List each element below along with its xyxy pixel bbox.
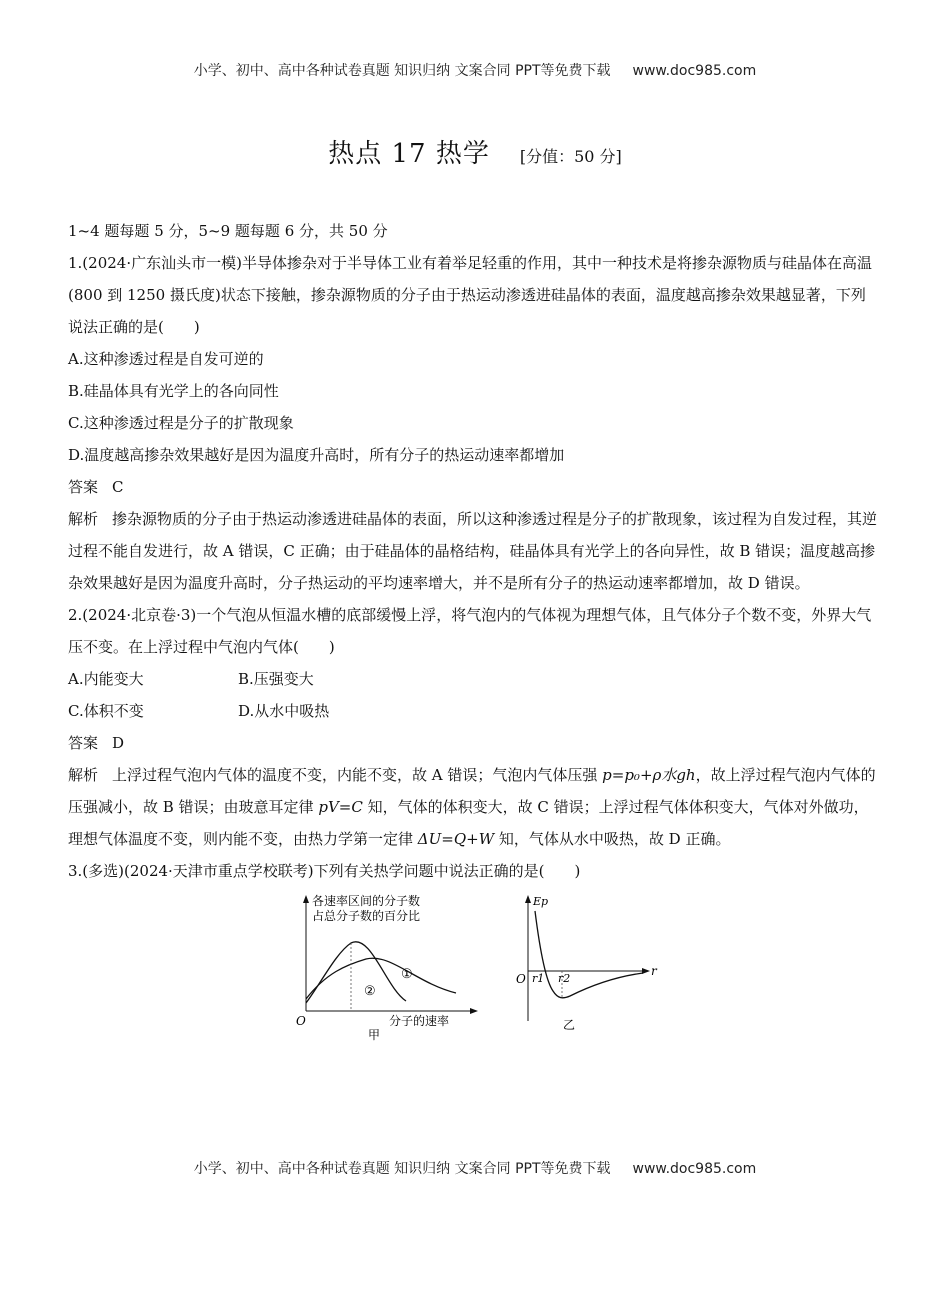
header-url[interactable]: www.doc985.com [632,63,757,79]
jia-caption: 甲 [368,1028,381,1042]
jia-curve-1-label: ① [401,967,413,982]
answer-label: 答案 [68,734,99,752]
q1-answer-value: C [112,478,124,496]
q1-stem: 1.(2024·广东汕头市一模)半导体掺杂对于半导体工业有着举足轻重的作用，其中一种技术是将掺杂源物质与硅晶体在高温(800 到 1250 摄氏度)状态下接触，掺杂源物质的分子由于热运动渗透进硅晶体的表面，温度越高掺杂效果越显著，下列说法正确的是( ) [68,254,872,336]
q2-option-b: B.压强变大 [238,670,314,688]
yi-xlabel: r [651,964,657,978]
title-score: [分值：50 分] [519,147,622,166]
q1-option-c: C.这种渗透过程是分子的扩散现象 [68,414,294,432]
yi-r1: r1 [532,972,545,985]
jia-curve-1 [306,958,456,999]
q2-option-c: C.体积不变 [68,702,144,720]
q2-stem: 2.(2024·北京卷·3)一个气泡从恒温水槽的底部缓慢上浮，将气泡内的气体视为理想气体，且气体分子个数不变，外界大气压不变。在上浮过程中气泡内气体( ) [68,606,872,656]
figure-yi [508,891,668,1036]
q2-analysis-part-2: ，故上浮过程气泡内气体的压强减小，故 B 错误；由玻意耳定律 [68,766,876,816]
q3-stem: 3.(多选)(2024·天津市重点学校联考)下列有关热学问题中说法正确的是( ) [68,862,581,880]
jia-ylabel-1: 各速率区间的分子数 [312,894,421,908]
q1-analysis-text: 掺杂源物质的分子由于热运动渗透进硅晶体的表面，所以这种渗透过程是分子的扩散现象，该过程为自发过程，其逆过程不能自发进行，故 A 错误，C 正确；由于硅晶体的晶格结构，硅晶体具有光学上的各向异性，故 B 错误；温度越高掺杂效果越好是因为温度升高时，分子热运动的平均速率增大，并不是所有分子的热运动速率都增加，故 D 错误。 [68,510,878,592]
q2-formula-first-law: ΔU=Q+W [417,830,495,848]
q2-formula-pressure: p=p₀+ρ水gh [602,766,696,784]
q1-option-d: D.温度越高掺杂效果越好是因为温度升高时，所有分子的热运动速率都增加 [68,446,565,464]
q1-answer [68,471,878,503]
q1-analysis [68,503,878,599]
page-title [0,133,950,170]
q2-answer-value: D [112,734,125,752]
yi-ylabel: Ep [533,895,549,908]
yi-curve [535,911,643,998]
figure-jia [296,893,486,1042]
q2-analysis-part-4: 知，气体从水中吸热，故 D 正确。 [494,830,731,848]
q2-analysis [68,759,878,855]
q2-formula-boyle: pV=C [318,798,363,816]
yi-r2: r2 [558,972,571,985]
jia-curve-2 [306,942,406,1003]
yi-caption: 乙 [563,1018,576,1032]
footer-text: 小学、初中、高中各种试卷真题 知识归纳 文案合同 PPT等免费下载 [193,1161,611,1177]
jia-origin: O [296,1014,306,1028]
page-footer [0,1158,950,1178]
analysis-label: 解析 [68,766,99,784]
q3-figures [68,891,878,1041]
q2-analysis-part-3: 知，气体的体积变大，故 C 错误；上浮过程气体体积变大，气体对外做功，理想气体温度不变，则内能不变，由热力学第一定律 [68,798,869,848]
yi-origin: O [516,972,526,986]
q2-analysis-part-1: 上浮过程气泡内气体的温度不变，内能不变，故 A 错误；气泡内气体压强 [112,766,603,784]
jia-curve-2-label: ② [364,984,376,999]
footer-url[interactable]: www.doc985.com [632,1161,757,1177]
analysis-label: 解析 [68,510,99,528]
header-text: 小学、初中、高中各种试卷真题 知识归纳 文案合同 PPT等免费下载 [193,63,611,79]
intro-line: 1~4 题每题 5 分，5~9 题每题 6 分，共 50 分 [68,222,388,240]
q1-option-b: B.硅晶体具有光学上的各向同性 [68,382,279,400]
q2-answer [68,727,878,759]
q1-option-a: A.这种渗透过程是自发可逆的 [68,350,264,368]
answer-label: 答案 [68,478,99,496]
jia-ylabel-2: 占总分子数的百分比 [312,909,421,923]
q2-options-row-1 [68,663,878,695]
q2-option-a: A.内能变大 [68,670,144,688]
title-main: 热点 17 热学 [328,139,490,169]
q2-options-row-2 [68,695,878,727]
jia-xlabel: 分子的速率 [389,1014,450,1028]
q2-option-d: D.从水中吸热 [238,702,330,720]
page-header [0,60,950,80]
document-body [68,215,878,1041]
